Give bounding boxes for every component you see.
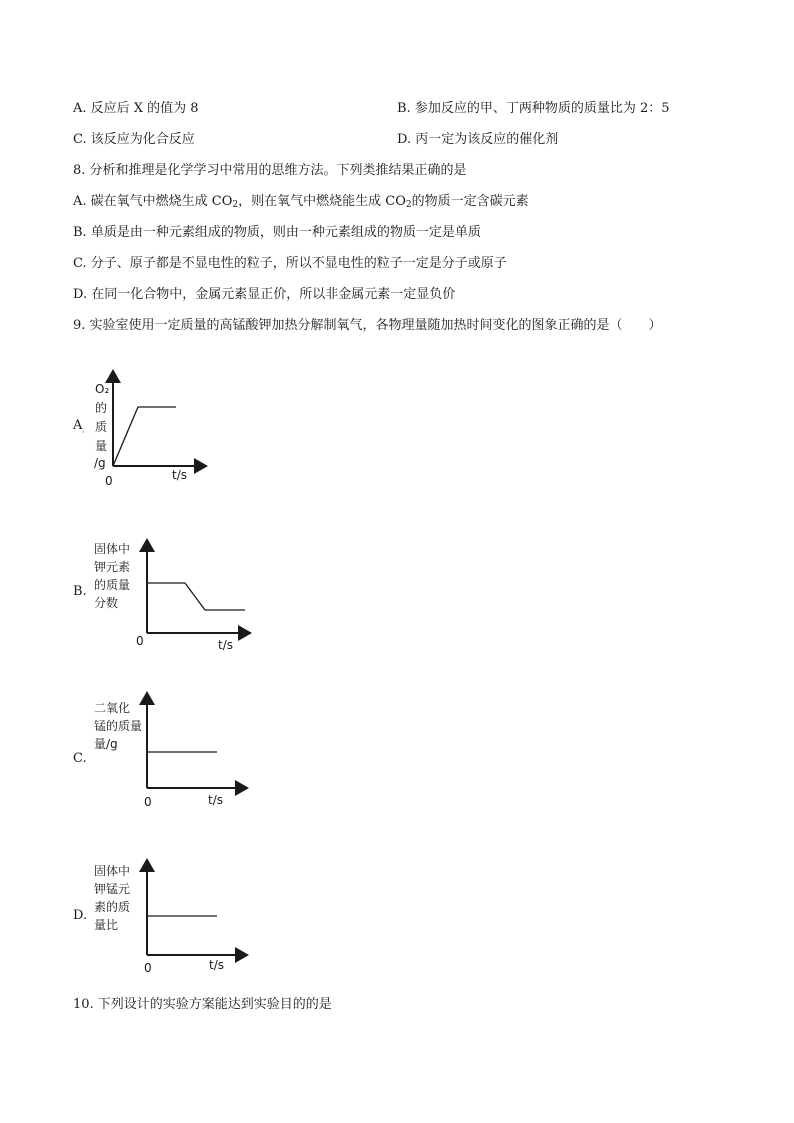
graph-b (92, 535, 252, 655)
graph-d-option-label: D. (73, 908, 88, 923)
q7-option-d: D. 丙一定为该反应的催化剂 (397, 132, 559, 147)
graph-b-origin: 0 (136, 634, 144, 648)
graph-b-ylabel-2: 的质量 (94, 578, 131, 592)
subscript: 2 (232, 200, 239, 210)
graph-a-curve (113, 407, 176, 466)
graph-c-ylabel-2: 量/g (94, 737, 118, 751)
graph-d-ylabel-1: 钾锰元 (94, 882, 131, 896)
q8-option-b: B. 单质是由一种元素组成的物质，则由一种元素组成的物质一定是单质 (73, 225, 481, 240)
graph-a-option-label: A (73, 418, 83, 433)
graph-d-origin: 0 (144, 961, 152, 975)
graph-b-ylabel-3: 分数 (94, 596, 119, 610)
graph-a-ylabel-1: 的 (95, 401, 108, 415)
q8-option-a-part3: 的物质一定含碳元素 (411, 194, 529, 209)
graph-a (88, 365, 218, 490)
graph-c (92, 688, 252, 810)
q8-option-d: D. 在同一化合物中，金属元素显正价，所以非金属元素一定显负价 (73, 287, 456, 302)
graph-d-ylabel-2: 素的质 (94, 900, 131, 914)
graph-a-xlabel: t/s (172, 468, 187, 482)
q7-option-a: A. 反应后 X 的值为 8 (73, 101, 199, 116)
graph-a-ylabel-4: /g (94, 456, 106, 470)
q8-option-c: C. 分子、原子都是不显电性的粒子，所以不显电性的粒子一定是分子或原子 (73, 256, 507, 271)
graph-a-ylabel-3: 量 (95, 439, 108, 453)
graph-b-xlabel: t/s (218, 638, 233, 652)
q8-option-a-part2: ，则在氧气中燃烧能生成 CO (238, 194, 406, 209)
graph-c-ylabel-1: 锰的质量 (94, 719, 143, 733)
q8-stem: 8. 分析和推理是化学学习中常用的思维方法。下列类推结果正确的是 (73, 163, 467, 178)
graph-c-ylabel-0: 二氧化 (94, 701, 131, 715)
graph-a-origin: 0 (105, 474, 113, 488)
graph-d-ylabel-0: 固体中 (94, 864, 131, 878)
graph-c-origin: 0 (144, 795, 152, 809)
q8-option-a-part1: A. 碳在氧气中燃烧生成 CO (73, 194, 233, 209)
q10-stem: 10. 下列设计的实验方案能达到实验目的的是 (73, 997, 332, 1012)
subscript: 2 (405, 200, 412, 210)
graph-d-ylabel-3: 量比 (94, 918, 119, 932)
q8-option-a (73, 193, 529, 211)
graph-b-ylabel-1: 钾元素 (94, 560, 131, 574)
graph-d-xlabel: t/s (209, 958, 224, 972)
graph-a-ylabel-0: O₂ (95, 382, 110, 396)
graph-b-curve (147, 583, 245, 610)
graph-c-option-label: C. (73, 751, 87, 766)
graph-b-option-label: B. (73, 584, 87, 599)
q7-option-b: B. 参加反应的甲、丁两种物质的质量比为 2：5 (397, 101, 670, 116)
graph-d (92, 855, 252, 980)
graph-a-dot: · (82, 428, 85, 437)
graph-a-ylabel-2: 质 (95, 420, 108, 434)
graph-c-xlabel: t/s (208, 793, 223, 807)
q7-option-c: C. 该反应为化合反应 (73, 132, 195, 147)
q9-stem: 9. 实验室使用一定质量的高锰酸钾加热分解制氧气，各物理量随加热时间变化的图象正确的是（ ） (73, 318, 662, 333)
graph-b-ylabel-0: 固体中 (94, 542, 131, 556)
